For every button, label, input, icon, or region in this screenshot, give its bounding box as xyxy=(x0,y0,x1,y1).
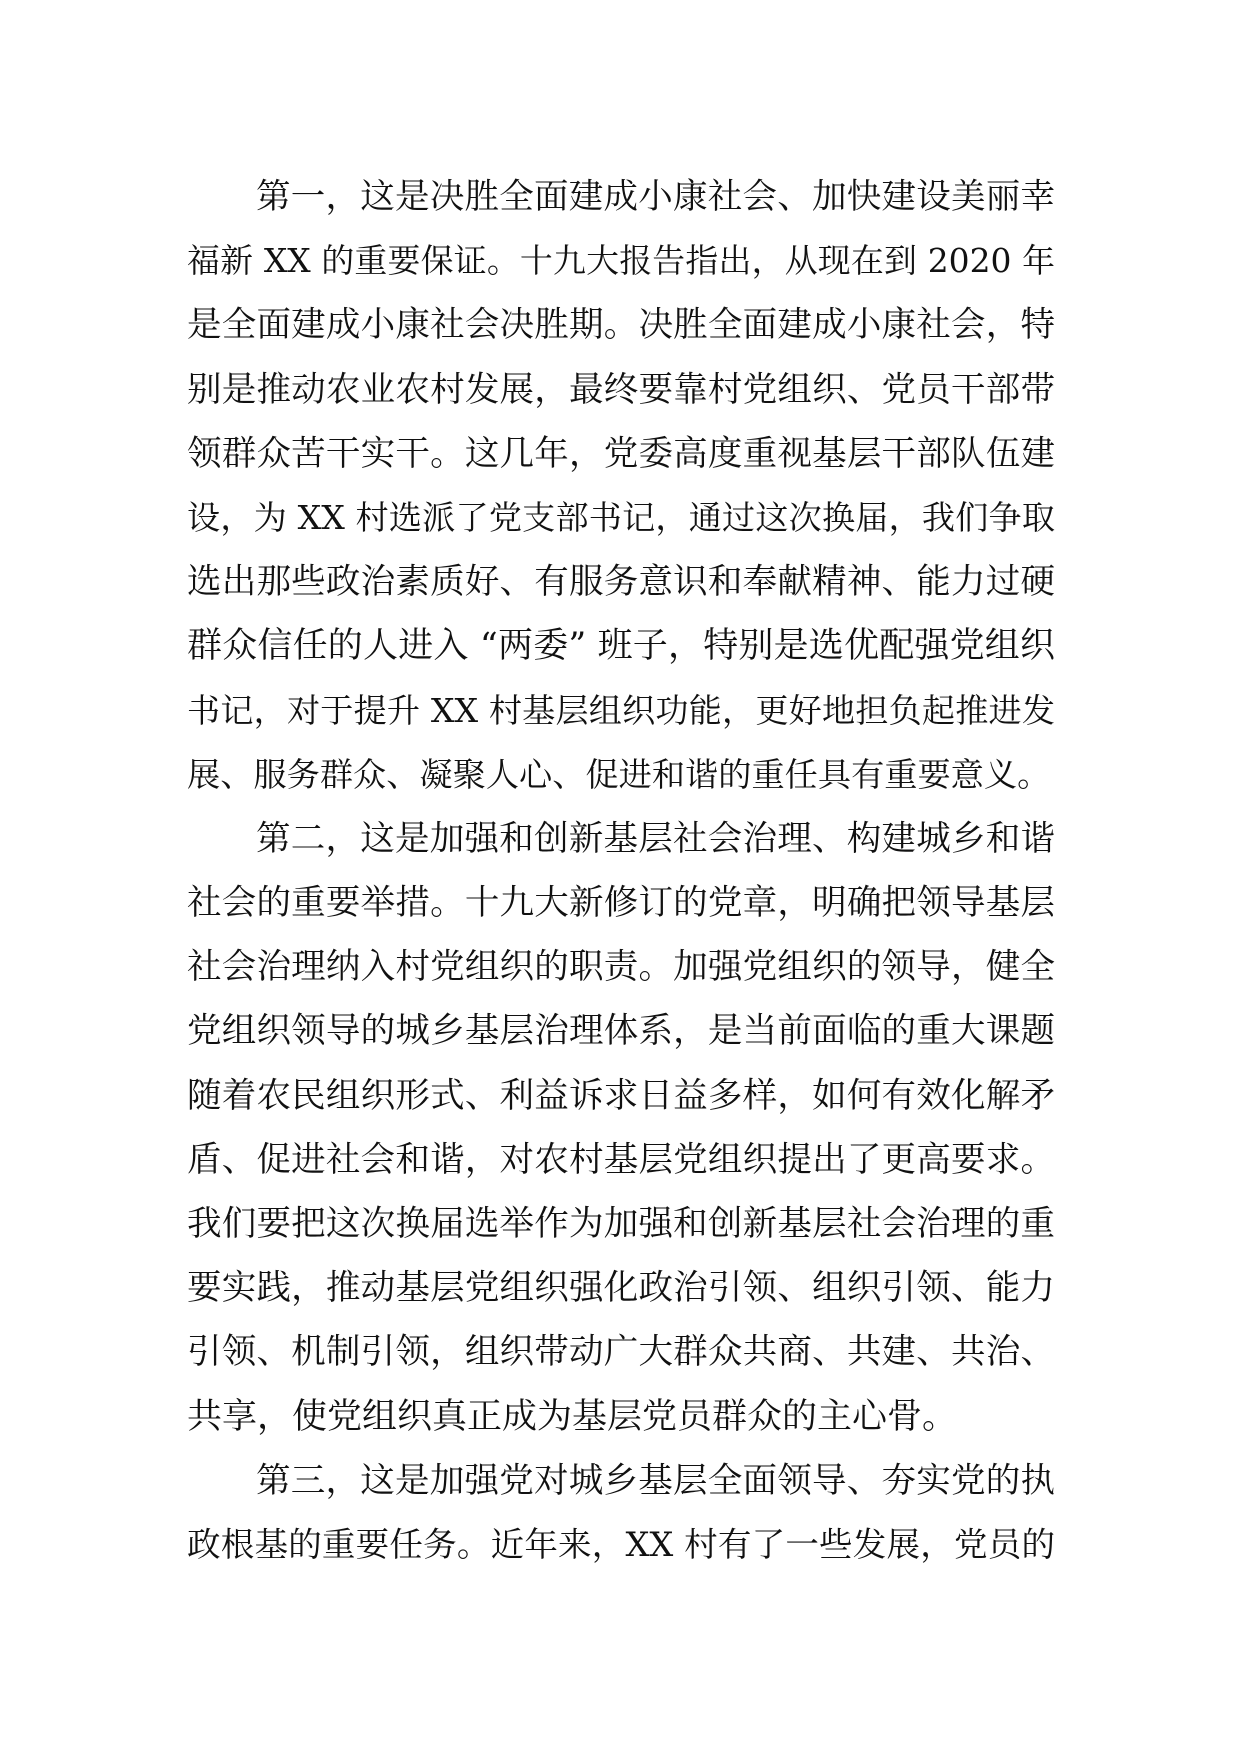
text-line: 福新 XX 的重要保证。十九大报告指出，从现在到 2020 年 xyxy=(187,241,1055,281)
text-line: 选出那些政治素质好、有服务意识和奉献精神、能力过硬 xyxy=(187,562,1055,603)
text-line: 别是推动农业农村发展，最终要靠村党组织、党员干部带 xyxy=(187,369,1055,410)
text-line: 领群众苦干实干。这几年，党委高度重视基层干部队伍建 xyxy=(187,433,1055,474)
text-line: 第二，这是加强和创新基层社会治理、构建城乡和谐 xyxy=(256,818,1055,859)
text-line: 设，为 XX 村选派了党支部书记，通过这次换届，我们争取 xyxy=(187,497,1055,537)
text-line: 党组织领导的城乡基层治理体系，是当前面临的重大课题 xyxy=(187,1011,1055,1052)
text-line: 书记，对于提升 XX 村基层组织功能，更好地担负起推进发 xyxy=(187,690,1055,730)
paragraph-3 xyxy=(187,1449,1055,1577)
text-line: 第一，这是决胜全面建成小康社会、加快建设美丽幸 xyxy=(256,177,1055,217)
text-line: 政根基的重要任务。近年来，XX 村有了一些发展，党员的 xyxy=(187,1524,1055,1564)
text-line: 随着农民组织形式、利益诉求日益多样，如何有效化解矛 xyxy=(187,1075,1055,1116)
text-line: 共享，使党组织真正成为基层党员群众的主心骨。 xyxy=(187,1396,958,1437)
text-line: 要实践，推动基层党组织强化政治引领、组织引领、能力 xyxy=(187,1268,1055,1309)
text-line: 第三，这是加强党对城乡基层全面领导、夯实党的执 xyxy=(256,1460,1055,1501)
text-line: 群众信任的人进入 “两委” 班子，特别是选优配强党组织 xyxy=(187,626,1055,667)
text-line: 我们要把这次换届选举作为加强和创新基层社会治理的重 xyxy=(187,1204,1055,1244)
text-line: 是全面建成小康社会决胜期。决胜全面建成小康社会，特 xyxy=(187,305,1055,346)
text-line: 盾、促进社会和谐，对农村基层党组织提出了更高要求。 xyxy=(187,1139,1055,1180)
text-line: 社会治理纳入村党组织的职责。加强党组织的领导，健全 xyxy=(187,947,1055,988)
text-line: 展、服务群众、凝聚人心、促进和谐的重任具有重要意义。 xyxy=(187,754,1051,794)
document-body xyxy=(187,165,1055,1577)
paragraph-2 xyxy=(187,807,1055,1449)
text-line: 社会的重要举措。十九大新修订的党章，明确把领导基层 xyxy=(187,883,1055,924)
paragraph-1 xyxy=(187,165,1055,807)
text-line: 引领、机制引领，组织带动广大群众共商、共建、共治、 xyxy=(187,1332,1055,1373)
